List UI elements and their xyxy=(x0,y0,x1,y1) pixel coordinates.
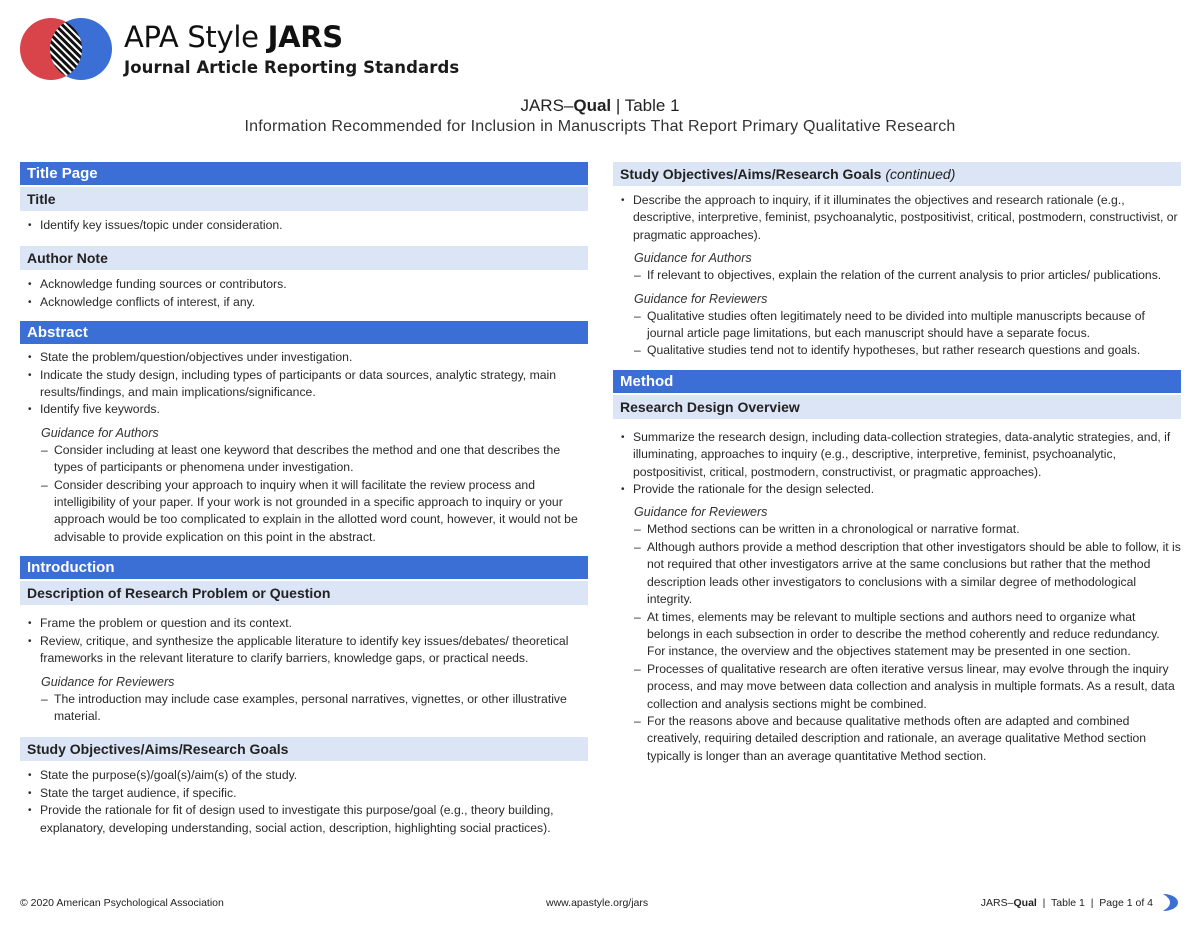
list-item: • Acknowledge funding sources or contributors. xyxy=(20,276,588,293)
list-item: – Consider describing your approach to inquiry when it will facilitate the review process and intelligibility of your paper. If your work is not grounded in a specific approach to inquiry or your approach would be too complicated to explain in the allotted word count, however, it would not be advisable to provide explication on this point in the abstract. xyxy=(20,477,588,547)
guidance-label: Guidance for Reviewers xyxy=(41,674,175,689)
list-item: – Method sections can be written in a chronological or narrative format. xyxy=(613,521,1181,538)
guidance-label: Guidance for Authors xyxy=(41,425,159,440)
list-item: • Identify five keywords. xyxy=(20,401,588,418)
list-item: • Review, critique, and synthesize the applicable literature to identify key issues/debates/ theoretical frameworks in the relevant literature to clarify barriers, knowledge gaps, or practical needs. xyxy=(20,633,588,668)
list-item: • State the target audience, if specific. xyxy=(20,785,588,802)
abstract-guidance-items xyxy=(20,442,588,546)
subsection-heading-study-objectives: Study Objectives/Aims/Research Goals xyxy=(20,737,588,761)
subsection-heading-author-note: Author Note xyxy=(20,246,588,270)
list-item: • Provide the rationale for fit of design used to investigate this purpose/goal (e.g., theory building, explanatory, developing understanding, social action, description, highlighting social practices). xyxy=(20,802,588,837)
footer-copyright: © 2020 American Psychological Association xyxy=(20,897,224,909)
research-design-items xyxy=(613,429,1181,499)
section-heading-abstract: Abstract xyxy=(20,321,588,344)
list-item: – At times, elements may be relevant to multiple sections and authors need to organize what belongs in each subsection in order to describe the method coherently and reduce redundancy. For instance, the overview and the objectives statement may be presented in one section. xyxy=(613,609,1181,661)
objectives-reviewer-guidance-items xyxy=(613,308,1181,360)
subsection-heading-research-problem: Description of Research Problem or Question xyxy=(20,581,588,605)
subsection-heading-research-design-overview: Research Design Overview xyxy=(613,395,1181,419)
guidance-label: Guidance for Reviewers xyxy=(634,291,768,306)
brand-title: APA Style JARS xyxy=(124,20,343,54)
introduction-guidance-items xyxy=(20,691,588,726)
list-item: – Qualitative studies often legitimately need to be divided into multiple manuscripts because of journal article page limitations, but each manuscript should have a separate focus. xyxy=(613,308,1181,343)
subsection-heading-title: Title xyxy=(20,187,588,211)
method-reviewer-guidance-items xyxy=(613,521,1181,765)
list-item: • Acknowledge conflicts of interest, if any. xyxy=(20,294,588,311)
footer-page-indicator: JARS–Qual | Table 1 | Page 1 of 4 xyxy=(980,897,1153,909)
research-problem-items xyxy=(20,615,588,667)
apa-jars-logo-icon xyxy=(18,18,114,80)
guidance-label: Guidance for Authors xyxy=(634,251,752,266)
section-heading-introduction: Introduction xyxy=(20,556,588,579)
list-item: • Identify key issues/topic under consideration. xyxy=(20,217,588,234)
list-item: – Although authors provide a method description that other investigators should be able to follow, it is not required that other investigators arrive at the same conclusions but rather that the method description leads other investigators to conclusions with a similar degree of methodological integrity. xyxy=(613,539,1181,609)
list-item: • State the problem/question/objectives under investigation. xyxy=(20,349,588,366)
list-item: • State the purpose(s)/goal(s)/aim(s) of the study. xyxy=(20,767,588,784)
list-item: • Indicate the study design, including types of participants or data sources, analytic strategy, main results/findings, and main implications/significance. xyxy=(20,367,588,402)
list-item: • Provide the rationale for the design selected. xyxy=(613,481,1181,498)
list-item: – Processes of qualitative research are often iterative versus linear, may evolve through the inquiry process, and may move between data collection and analysis in multiple formats. As a result, data collection and analysis sections might be combined. xyxy=(613,661,1181,713)
abstract-items xyxy=(20,349,588,419)
guidance-label: Guidance for Reviewers xyxy=(634,505,768,520)
brand-subtitle: Journal Article Reporting Standards xyxy=(124,58,460,77)
subsection-heading-study-objectives-continued: Study Objectives/Aims/Research Goals (continued) xyxy=(613,162,1181,186)
objectives-author-guidance-items xyxy=(613,267,1181,284)
list-item: – For the reasons above and because qualitative methods often are adapted and combined creatively, requiring detailed description and rationale, an average qualitative Method section typically is longer than an average quantitative Method section. xyxy=(613,713,1181,765)
document-subtitle: Information Recommended for Inclusion in Manuscripts That Report Primary Qualitative Research xyxy=(244,118,956,135)
right-column xyxy=(613,162,1181,765)
list-item: • Frame the problem or question and its context. xyxy=(20,615,588,632)
section-heading-title-page: Title Page xyxy=(20,162,588,185)
list-item: • Summarize the research design, including data-collection strategies, data-analytic strategies, and, if illuminating, approaches to inquiry (e.g., descriptive, interpretive, feminist, psychoanalytic, postpositivist, critical, postmodern, constructivist, or pragmatic approaches). xyxy=(613,429,1181,481)
footer-url[interactable]: www.apastyle.org/jars xyxy=(546,897,649,909)
chevron-right-icon[interactable] xyxy=(1162,894,1178,911)
author-note-items xyxy=(20,276,588,311)
list-item: – If relevant to objectives, explain the relation of the current analysis to prior articles/ publications. xyxy=(613,267,1181,284)
list-item: – Consider including at least one keyword that describes the method and one that describes the types of participants or phenomena under investigation. xyxy=(20,442,588,477)
list-item: – Qualitative studies tend not to identify hypotheses, but rather research questions and goals. xyxy=(613,342,1181,359)
list-item: – The introduction may include case examples, personal narratives, vignettes, or other illustrative material. xyxy=(20,691,588,726)
study-objectives-continued-items xyxy=(613,192,1181,244)
left-column xyxy=(20,162,588,837)
study-objectives-items xyxy=(20,767,588,837)
document-title: JARS–Qual | Table 1 xyxy=(520,96,680,115)
title-items xyxy=(20,217,588,234)
list-item: • Describe the approach to inquiry, if it illuminates the objectives and research rationale (e.g., descriptive, interpretive, feminist, psychoanalytic, postpositivist, critical, postmodern, constructivist, or pragmatic approaches). xyxy=(613,192,1181,244)
section-heading-method: Method xyxy=(613,370,1181,393)
